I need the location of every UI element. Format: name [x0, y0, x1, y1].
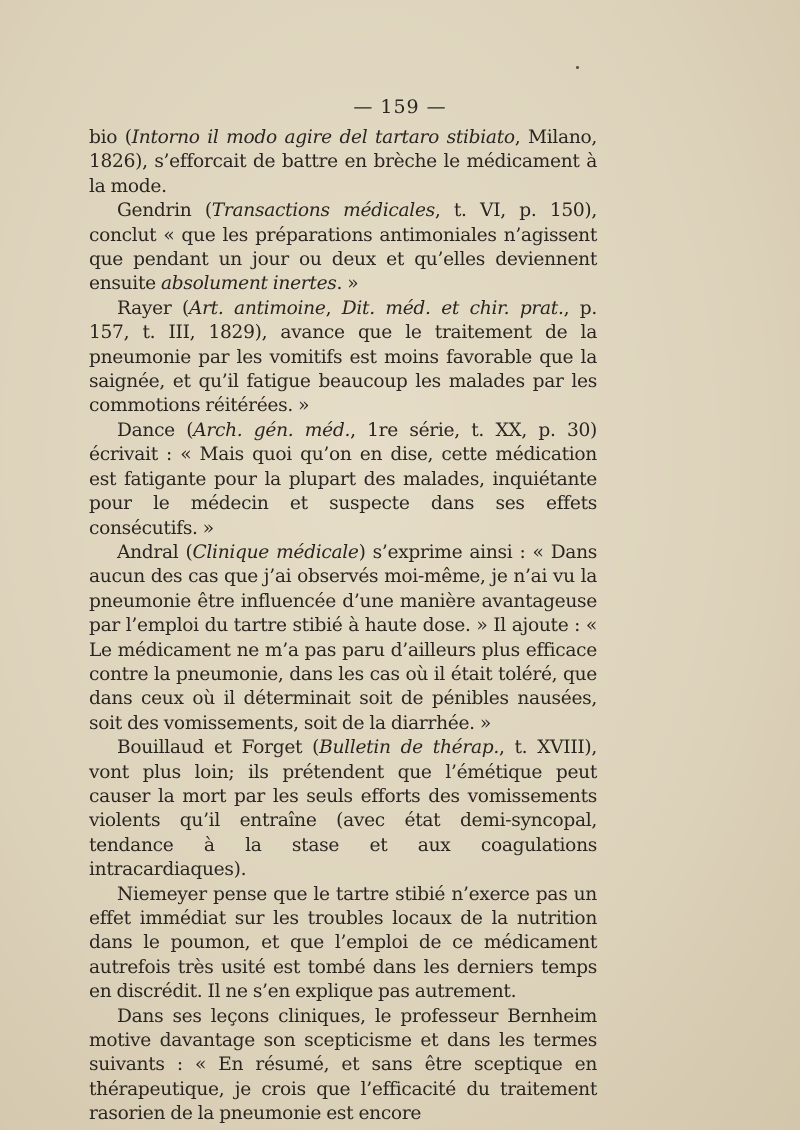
italic-title: Bulletin de thérap. [319, 737, 499, 759]
paragraph-7 [89, 883, 597, 1005]
text-run: Gendrin ( [117, 200, 212, 222]
paragraph-1 [89, 126, 597, 199]
italic-title: Dit. méd. et chir. prat. [341, 297, 564, 319]
text-run: , t. XVIII), vont plus loin; ils prétendent que l’émétique peut causer la mort par les seuls efforts des vomissements violents qu’il entraîne (avec état demi-syncopal, tendance à la stase et aux coagulations intracardiaques). [89, 737, 597, 881]
text-run: Bouillaud et Forget ( [117, 737, 320, 759]
text-run: Niemeyer pense que le tartre stibié n’exerce pas un effet immédiat sur les troubles locaux de la nutrition dans le poumon, et que l’emploi de ce médicament autrefois très usité est tombé dans les derniers temps en discrédit. Il ne s’en explique pas autrement. [89, 883, 597, 1003]
text-run: , [325, 297, 342, 319]
ink-speck [576, 66, 579, 69]
text-run: bio ( [89, 127, 132, 148]
italic-title: Art. antimoine [188, 297, 326, 319]
italic-emphasis: absolument inertes [160, 273, 337, 295]
paragraph-5 [89, 541, 597, 736]
text-run: Andral ( [117, 541, 193, 563]
text-run: , Milano, 1826), s’efforcait de battre en brèche le médicament à la mode. [89, 127, 597, 197]
text-run: . » [336, 273, 359, 295]
text-run: Dans ses leçons cliniques, le professeur Bernheim motive davantage son scepticisme et dans les termes suivants : « En résumé, et sans être sceptique en thérapeutique, je crois que l’efficacité du traitement rasorien de la pneumonie est encore [89, 1005, 597, 1125]
paragraph-8 [89, 1005, 597, 1127]
text-run: Rayer ( [117, 297, 189, 319]
italic-title: Clinique médicale [192, 541, 359, 563]
paragraph-2 [89, 199, 597, 297]
italic-title: Arch. gén. méd. [193, 419, 351, 441]
paragraph-4 [89, 419, 597, 541]
paragraph-6 [89, 736, 597, 882]
text-run: Dance ( [117, 419, 194, 441]
italic-title: Transactions médicales [211, 200, 435, 222]
paragraph-3 [89, 297, 597, 419]
italic-title: Intorno il modo agire del tartaro stibiato [131, 127, 515, 148]
body-text [89, 126, 597, 1127]
page-number: — 159 — [353, 96, 447, 118]
text-run: , t. VI, p. 150), conclut « que les préparations antimoniales n’agissent que pendant un jour ou deux et qu’elles deviennent ensuite [89, 200, 597, 295]
text-run: , p. 157, t. III, 1829), avance que le traitement de la pneumonie par les vomitifs est moins favorable que la saignée, et qu’il fatigue beaucoup les malades par les commotions réitérées. » [89, 297, 597, 417]
text-run: , 1re série, t. XX, p. 30) écrivait : « Mais quoi qu’on en dise, cette médication est fatigante pour la plupart des malades, inquiétante pour le médecin et suspecte dans ses effets consécutifs. » [89, 419, 597, 539]
text-run: ) s’exprime ainsi : « Dans aucun des cas que j’ai observés moi-même, je n’ai vu la pneumonie être influencée d’une manière avantageuse par l’emploi du tartre stibié à haute dose. » Il ajoute : « Le médicament ne m’a pas paru d’ailleurs plus efficace contre la pneumonie, dans les cas où il était toléré, que dans ceux où il déterminait soit de pénibles nausées, soit des vomissements, soit de la diarrhée. » [89, 541, 598, 734]
